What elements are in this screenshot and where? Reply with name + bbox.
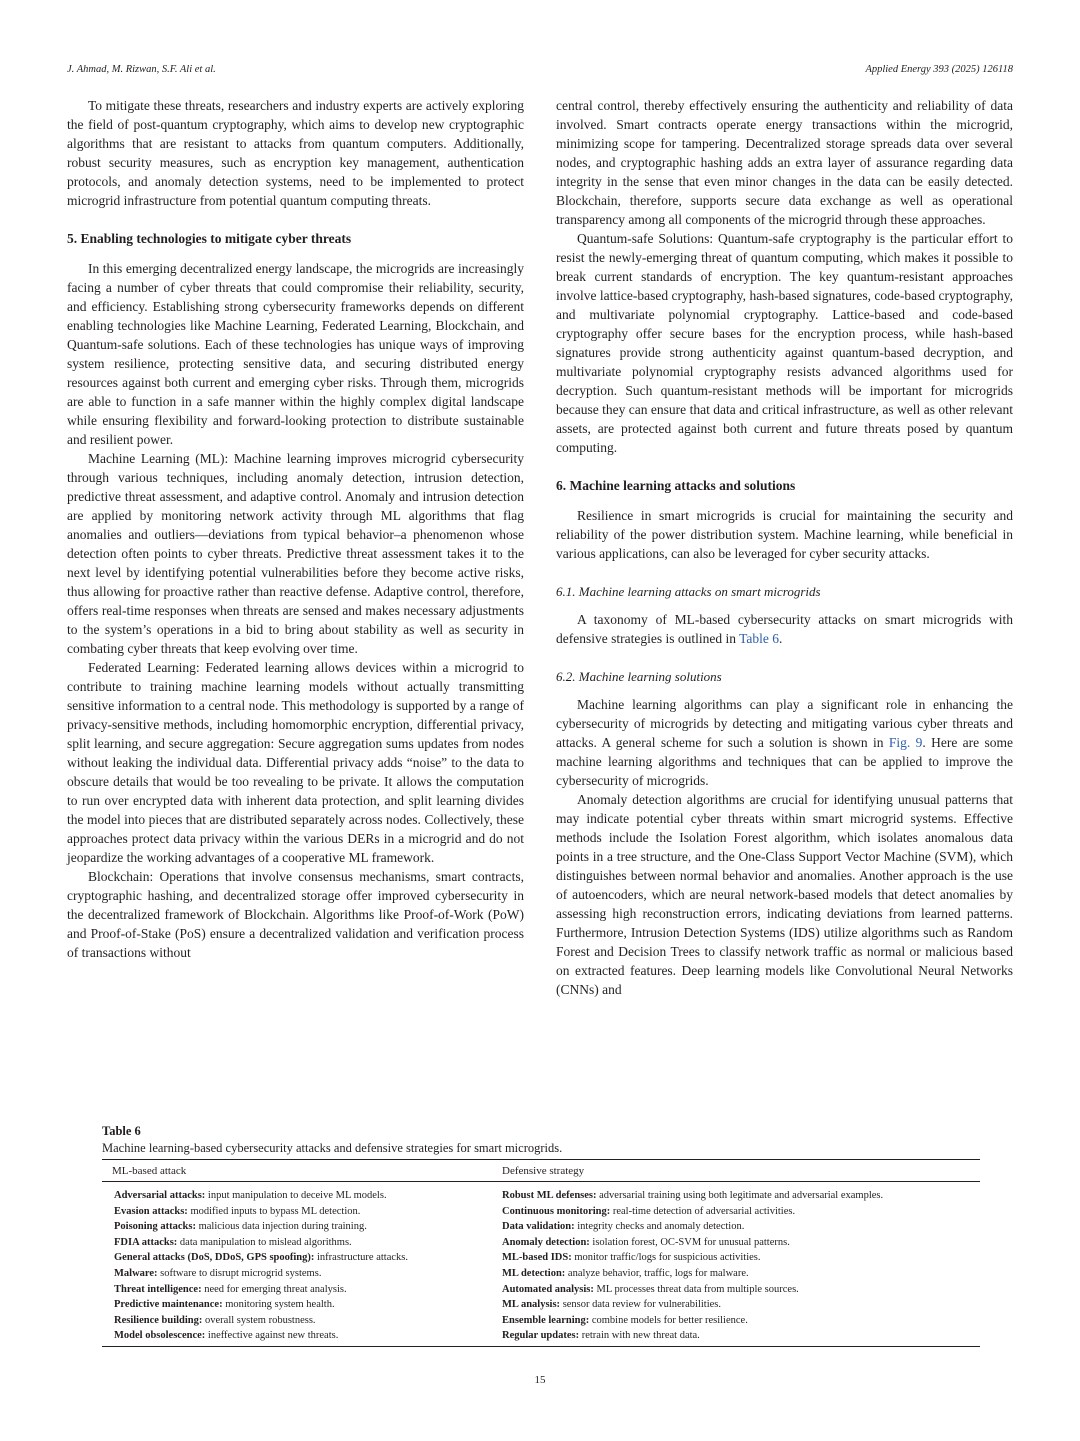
column-header-attack: ML-based attack [112,1164,187,1177]
defense-cell: Continuous monitoring: real-time detection of adversarial activities. [502,1205,796,1217]
defense-cell: Anomaly detection: isolation forest, OC-SVM for unusual patterns. [502,1236,790,1248]
table-6-link[interactable]: Table 6 [739,631,780,646]
ml-paragraph: Machine Learning (ML): Machine learning improves microgrid cybersecurity through various techniques, including anomaly detection, intrusion detection, predictive threat assessment, and adaptive control. Anomaly and intrusion detection are applied by monitoring network activity through ML algorithms that flag anomalies and outliers—deviations from typical behavior–a phenomenon whose detection often points to cyber threats. Predictive threat assessment takes it to the next level by identifying potential vulnerabilities before they become active risks, thus allowing for proactive rather than reactive defense. Adaptive control, therefore, offers real-time responses when threats are sensed and makes necessary adjustments to the system’s operations in a bid to bring about stability as well as security in combating cyber threats that keep evolving over time. [67,451,524,656]
table-rows [102,1182,980,1346]
page-number: 15 [534,1374,546,1386]
attack-cell: FDIA attacks: data manipulation to mislead algorithms. [114,1236,352,1248]
table-row [102,1297,980,1313]
table-row [102,1204,980,1220]
table-body-frame [102,1159,980,1347]
attack-cell: General attacks (DoS, DDoS, GPS spoofing): infrastructure attacks. [114,1252,408,1264]
subsection-6-2-heading: 6.2. Machine learning solutions [556,669,722,684]
table-row [102,1219,980,1235]
table-label: Table 6 [102,1124,141,1138]
defense-cell: Robust ML defenses: adversarial training using both legitimate and adversarial examples. [502,1190,884,1201]
table-row [102,1250,980,1266]
subsection-6-1-heading: 6.1. Machine learning attacks on smart microgrids [556,584,821,599]
attack-cell: Resilience building: overall system robustness. [114,1314,316,1326]
table-row [102,1313,980,1329]
running-head [67,64,1013,80]
table-row [102,1266,980,1282]
defense-cell: Regular updates: retrain with new threat data. [502,1330,700,1342]
table-caption: Machine learning-based cybersecurity attacks and defensive strategies for smart microgrids. [102,1141,563,1155]
subsection-6-2-paragraph: Machine learning algorithms can play a significant role in enhancing the cybersecurity of microgrids by detecting and mitigating various cyber threats and attacks. A general scheme for such a solution is shown in Fig. 9. Here are some machine learning algorithms and techniques that can be applied to improve the cybersecurity of microgrids. [556,697,1013,788]
defense-cell: Ensemble learning: combine models for better resilience. [502,1314,748,1326]
right-column [556,96,1013,999]
author-line: J. Ahmad, M. Rizwan, S.F. Ali et al. [67,64,216,75]
column-header-defense: Defensive strategy [502,1164,585,1177]
section-6-paragraph: Resilience in smart microgrids is crucial for maintaining the security and reliability of the power distribution system. Machine learning, while beneficial in various applications, can also be leveraged for cyber security attacks. [556,508,1013,561]
defense-cell: Data validation: integrity checks and anomaly detection. [502,1221,745,1233]
table-header-row [102,1160,980,1182]
section-5-paragraph: In this emerging decentralized energy landscape, the microgrids are increasingly facing a number of cyber threats that could compromise their reliability, security, and efficiency. Establishing strong cybersecurity frameworks depends on different enabling technologies like Machine Learning, Federated Learning, Blockchain, and Quantum-safe solutions. Each of these technologies has unique ways of improving system resilience, protecting sensitive data, and securing distributed energy resources against both current and emerging cyber risks. Through them, microgrids are able to function in a safe manner within the highly complex digital landscape while ensuring flexibility and forward-looking protection to distribute sustainable and resilient power. [67,261,524,447]
section-6-heading: 6. Machine learning attacks and solutions [556,478,796,493]
blockchain-paragraph: Blockchain: Operations that involve consensus mechanisms, smart contracts, cryptographic hashing, and decentralized storage offer improved cybersecurity in the decentralized framework of Blockchain. Algorithms like Proof-of-Work (PoW) and Proof-of-Stake (PoS) ensure a decentralized validation and verification process of transactions without [67,869,524,960]
attack-cell: Malware: software to disrupt microgrid systems. [114,1267,322,1279]
table-row [102,1282,980,1298]
subsection-6-1-paragraph: A taxonomy of ML-based cybersecurity attacks on smart microgrids with defensive strategies is outlined in Table 6. [556,612,1013,646]
federated-learning-paragraph: Federated Learning: Federated learning allows devices within a microgrid to contribute to training machine learning models without actually transmitting sensitive information to a central node. This methodology is supported by a range of privacy-sensitive methods, including homomorphic encryption, differential privacy, split learning, and secure aggregation: Secure aggregation sums updates from nodes without leaking the individual data. Differential privacy adds “noise” to the data to obscure details that would be too revealing to be private. It allows the computation to run over encrypted data with inherent data protection, and split learning divides the model into pieces that are distributed separately across nodes. Collectively, these approaches protect data privacy within the various DERs in a microgrid and do not jeopardize the working advantages of a cooperative ML framework. [67,660,524,865]
anomaly-detection-paragraph: Anomaly detection algorithms are crucial for identifying unusual patterns that may indicate potential cyber threats within smart microgrid systems. Effective methods include the Isolation Forest algorithm, which isolates anomalous data points in a tree structure, and the One-Class Support Vector Machine (SVM), which distinguishes between normal behavior and anomalies. Another approach is the use of autoencoders, which are neural network-based models that detect anomalies by assessing high reconstruction errors, indicating deviations from learned patterns. Furthermore, Intrusion Detection Systems (IDS) utilize algorithms such as Random Forest and Decision Trees to classify network traffic as normal or malicious based on extracted features. Deep learning models like Convolutional Neural Networks (CNNs) and [556,792,1013,997]
figure-9-link[interactable]: Fig. 9 [888,735,923,750]
table-row [102,1188,980,1204]
table-row [102,1235,980,1251]
attack-cell: Poisoning attacks: malicious data injection during training. [114,1221,367,1233]
defense-cell: ML detection: analyze behavior, traffic, logs for malware. [502,1267,749,1279]
section-5-heading: 5. Enabling technologies to mitigate cyber threats [67,231,352,246]
left-column [67,96,524,962]
defense-cell: ML-based IDS: monitor traffic/logs for suspicious activities. [502,1252,761,1264]
intro-paragraph: To mitigate these threats, researchers and industry experts are actively exploring the field of post-quantum cryptography, which aims to develop new cryptographic algorithms that are resistant to attacks from quantum computers. Additionally, robust security measures, such as encryption key management, authentication protocols, and anomaly detection systems, need to be implemented to protect microgrid infrastructure from potential quantum computing threats. [67,98,524,208]
defense-cell: ML analysis: sensor data review for vulnerabilities. [502,1299,722,1311]
defense-cell: Automated analysis: ML processes threat data from multiple sources. [502,1283,799,1295]
attack-cell: Threat intelligence: need for emerging threat analysis. [114,1283,347,1295]
attack-cell: Model obsolescence: ineffective against new threats. [114,1330,339,1342]
table-row [102,1328,980,1344]
attack-cell: Evasion attacks: modified inputs to bypass ML detection. [114,1205,361,1217]
quantum-safe-paragraph: Quantum-safe Solutions: Quantum-safe cryptography is the particular effort to resist the newly-emerging threat of quantum computing, which makes it possible to break current standards of encryption. The key quantum-resistant approaches involve lattice-based cryptography, hash-based signatures, code-based cryptography, and multivariate polynomial cryptography. Lattice-based and code-based cryptography offer secure bases for the encryption process, while hash-based signatures provide strong authenticity against quantum-based decryption, and multivariate polynomial cryptography resists advanced algorithms used for decryption. Such quantum-resistant methods will be important for microgrids because they can ensure that data and critical infrastructure, as well as other relevant assets, are protected against both current and future threats posed by quantum computing. [556,231,1013,455]
table-6 [102,1123,980,1347]
attack-cell: Adversarial attacks: input manipulation to deceive ML models. [114,1190,387,1201]
journal-citation: Applied Energy 393 (2025) 126118 [865,64,1013,75]
blockchain-continued-paragraph: central control, thereby effectively ensuring the authenticity and reliability of data involved. Smart contracts operate energy transactions within the microgrid, minimizing scope for tampering. Decentralized storage spreads data over several nodes, and cryptographic hashing adds an extra layer of assurance regarding data integrity in the sense that even minor changes in the data can be easily detected. Blockchain, therefore, supports secure data exchange as well as operational transparency among all components of the microgrid through these approaches. [556,98,1013,227]
attack-cell: Predictive maintenance: monitoring system health. [114,1299,335,1311]
